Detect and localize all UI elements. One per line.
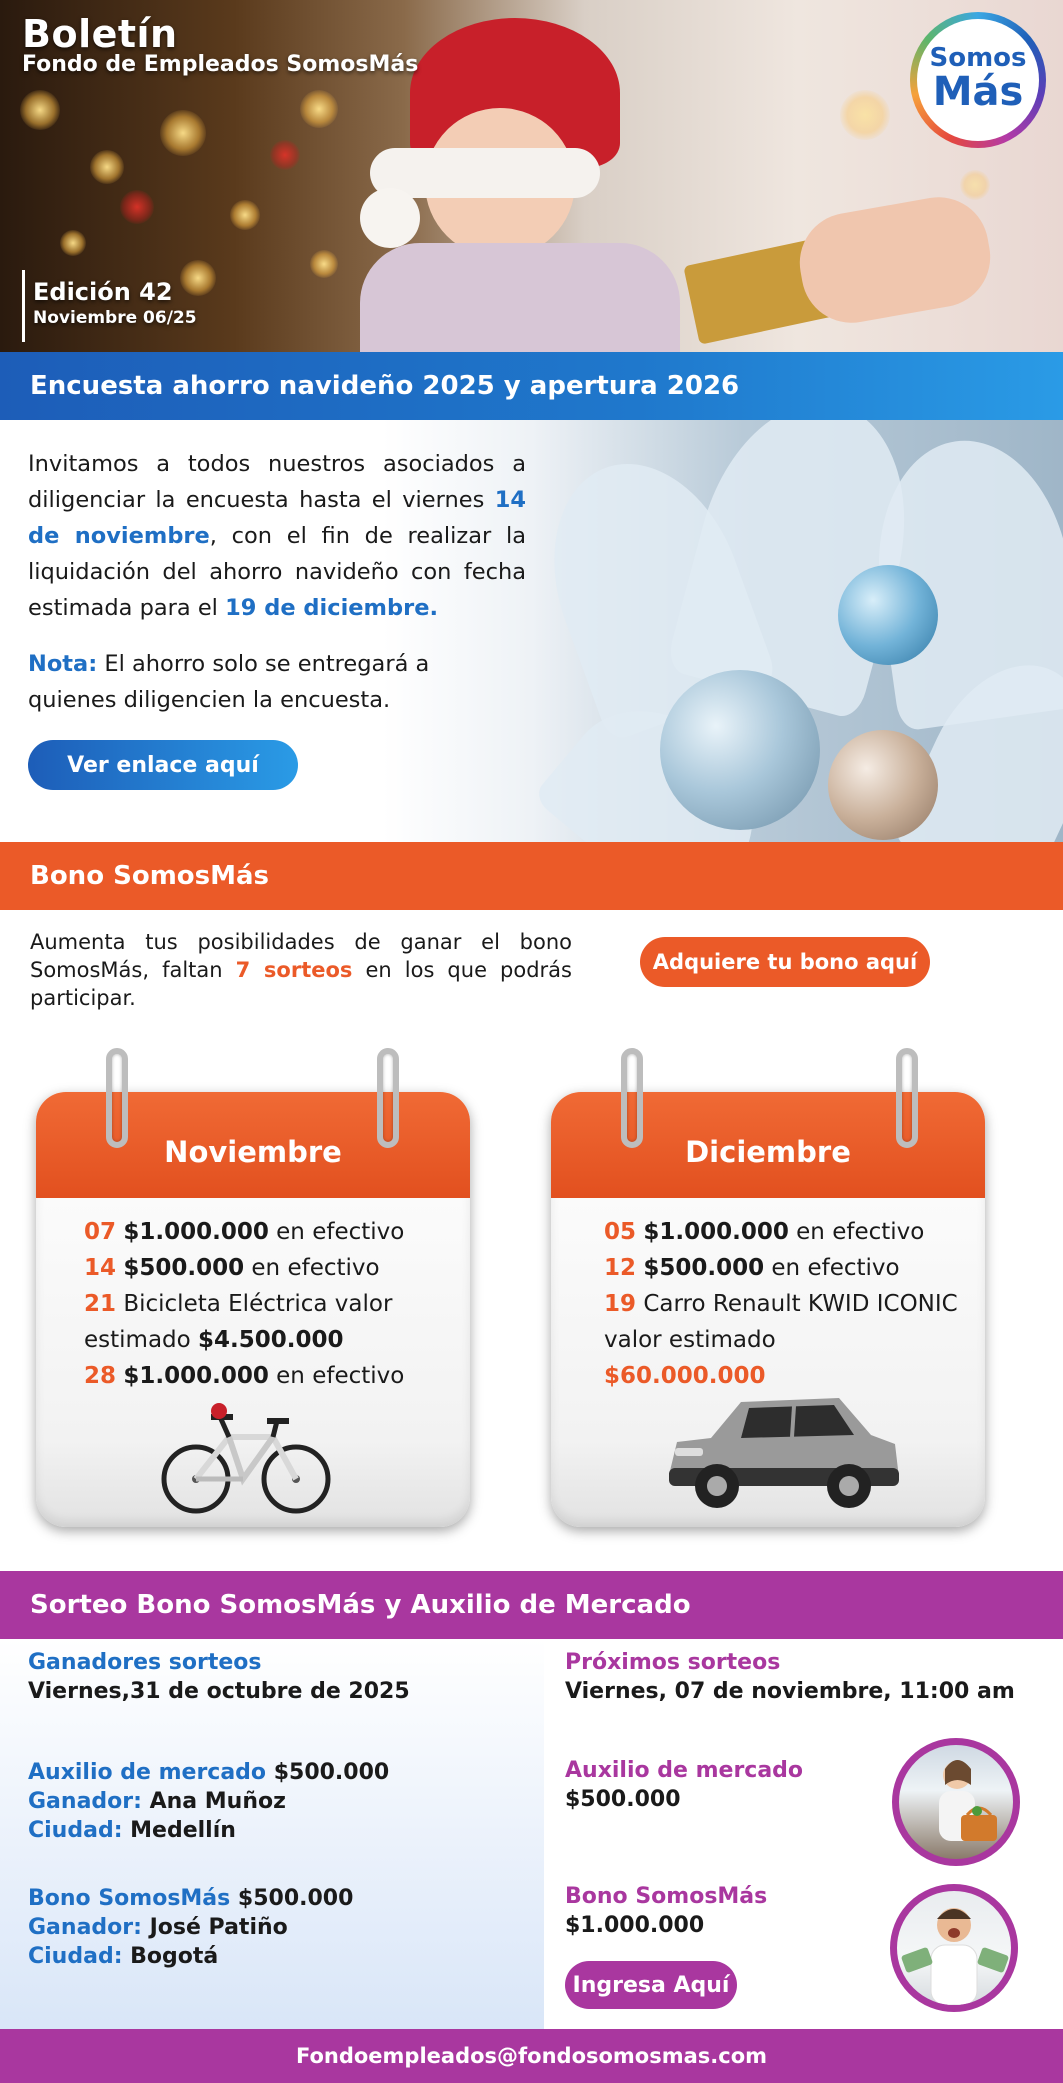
prize-list-diciembre <box>604 1214 964 1394</box>
proximos-date: Viernes, 07 de noviembre, 11:00 am <box>565 1679 1015 1704</box>
ganadores-date: Viernes,31 de octubre de 2025 <box>28 1679 410 1704</box>
winner-name-label: Ganador: <box>28 1915 142 1940</box>
prize-item <box>604 1214 964 1250</box>
footer-bar <box>0 2029 1063 2083</box>
section-heading-encuesta: Encuesta ahorro navideño 2025 y apertura 2026 <box>0 352 1063 420</box>
prize-item <box>604 1286 964 1358</box>
prize-day: 14 <box>84 1255 117 1281</box>
winner-mercado <box>28 1758 389 1845</box>
somosmas-logo <box>910 12 1046 148</box>
encuesta-note <box>28 646 498 718</box>
winner-name: José Patiño <box>141 1915 288 1940</box>
prize-item <box>84 1358 444 1394</box>
winner-prize-label: Auxilio de mercado <box>28 1760 267 1785</box>
bono-text-2: en los que podrás participar. <box>30 958 572 1010</box>
winner-prize-amount: $500.000 <box>230 1886 354 1911</box>
market-shopper-photo <box>892 1738 1020 1866</box>
winner-city: Bogotá <box>122 1944 219 1969</box>
prize-item <box>84 1214 444 1250</box>
calendar-ring <box>621 1048 643 1148</box>
edition-date: Noviembre 06/25 <box>33 308 197 328</box>
proximos-label: Próximos sorteos <box>565 1650 781 1675</box>
car-icon <box>649 1380 909 1515</box>
prize-item <box>84 1286 444 1358</box>
encuesta-text-1: Invitamos a todos nuestros asociados a diligenciar la encuesta hasta el viernes <box>28 451 526 513</box>
winner-name: Ana Muñoz <box>141 1789 286 1814</box>
ver-enlace-button[interactable]: Ver enlace aquí <box>28 740 298 790</box>
bono-text-1: Aumenta tus posibilidades de ganar el bono SomosMás, faltan <box>30 930 572 982</box>
prize-detail: Carro Renault KWID ICONIC valor estimado <box>604 1291 958 1353</box>
proximos-header <box>565 1648 1015 1706</box>
ganadores-header <box>28 1648 410 1706</box>
bono-draw-count: 7 sorteos <box>235 958 353 982</box>
prize-detail: en efectivo <box>788 1219 925 1245</box>
calendar-month-noviembre: Noviembre <box>36 1092 470 1198</box>
edition-divider <box>22 270 25 342</box>
calendar-diciembre <box>551 1092 985 1527</box>
prize-amount: $1.000.000 <box>123 1363 269 1389</box>
encuesta-paragraph <box>28 446 526 626</box>
prize-detail: en efectivo <box>268 1219 405 1245</box>
prize-amount: $4.500.000 <box>198 1327 344 1353</box>
prize-list-noviembre <box>84 1214 444 1394</box>
winner-city-label: Ciudad: <box>28 1944 123 1969</box>
prize-day: 05 <box>604 1219 637 1245</box>
calendar-ring <box>106 1048 128 1148</box>
winner-city-label: Ciudad: <box>28 1818 123 1843</box>
encuesta-deadline-date: 14 de noviembre <box>28 487 526 549</box>
edition-number: Edición 42 <box>33 278 173 306</box>
newsletter-subtitle: Fondo de Empleados SomosMás <box>22 52 419 77</box>
section-heading-bono: Bono SomosMás <box>0 842 1063 910</box>
hand-image <box>792 189 998 330</box>
encuesta-text-2: , con el fin de realizar la liquidación del ahorro navideño con fecha estimada para el <box>28 523 526 621</box>
excited-man-photo <box>890 1884 1018 2012</box>
prize-item <box>604 1250 964 1286</box>
encuesta-section <box>0 420 1063 842</box>
prize-amount: $500.000 <box>643 1255 765 1281</box>
prize-detail: en efectivo <box>244 1255 380 1281</box>
note-text: El ahorro solo se entregará a quienes diligencien la encuesta. <box>28 651 430 713</box>
next-draw-bono <box>565 1882 767 1940</box>
ganadores-label: Ganadores sorteos <box>28 1650 262 1675</box>
section-heading-sorteo: Sorteo Bono SomosMás y Auxilio de Mercado <box>0 1571 1063 1639</box>
calendar-month-diciembre: Diciembre <box>551 1092 985 1198</box>
ornament-gold-icon <box>828 730 938 840</box>
prize-day: 21 <box>84 1291 117 1317</box>
winner-name-label: Ganador: <box>28 1789 142 1814</box>
calendar-ring <box>896 1048 918 1148</box>
winner-prize-amount: $500.000 <box>266 1760 390 1785</box>
newsletter-title: Boletín <box>22 12 178 56</box>
prize-detail: Bicicleta Eléctrica valor estimado <box>84 1291 393 1353</box>
calendar-noviembre <box>36 1092 470 1527</box>
prize-amount: $60.000.000 <box>604 1363 766 1389</box>
logo-text-mas: Más <box>932 69 1024 115</box>
calendar-ring <box>377 1048 399 1148</box>
winner-city: Medellín <box>122 1818 236 1843</box>
prize-day: 12 <box>604 1255 637 1281</box>
prize-amount: $1.000.000 <box>123 1219 269 1245</box>
prize-day: 19 <box>604 1291 637 1317</box>
bono-paragraph <box>30 928 572 1012</box>
prize-item <box>84 1250 444 1286</box>
next-prize-amount: $500.000 <box>565 1787 681 1812</box>
next-prize-label: Bono SomosMás <box>565 1884 768 1909</box>
next-prize-amount: $1.000.000 <box>565 1913 705 1938</box>
ornament-blue-icon <box>838 565 938 665</box>
winner-prize-label: Bono SomosMás <box>28 1886 231 1911</box>
ingresa-aqui-button[interactable]: Ingresa Aquí <box>565 1961 737 2009</box>
prize-amount: $500.000 <box>123 1255 245 1281</box>
bicycle-icon <box>161 1397 331 1517</box>
prize-day: 07 <box>84 1219 117 1245</box>
prize-detail: en efectivo <box>764 1255 900 1281</box>
note-label: Nota: <box>28 651 98 677</box>
next-draw-mercado <box>565 1756 803 1814</box>
prize-amount: $1.000.000 <box>643 1219 789 1245</box>
prize-detail: en efectivo <box>268 1363 405 1389</box>
encuesta-payment-date: 19 de diciembre. <box>225 595 439 621</box>
footer-email-link[interactable]: Fondoempleados@fondosomosmas.com <box>295 2044 768 2068</box>
adquiere-bono-button[interactable]: Adquiere tu bono aquí <box>640 937 930 987</box>
ornament-silver-icon <box>660 670 820 830</box>
logo-text-somos: Somos <box>929 43 1027 73</box>
winner-bono <box>28 1884 353 1971</box>
hero-banner <box>0 0 1063 352</box>
next-prize-label: Auxilio de mercado <box>565 1758 804 1783</box>
prize-day: 28 <box>84 1363 117 1389</box>
